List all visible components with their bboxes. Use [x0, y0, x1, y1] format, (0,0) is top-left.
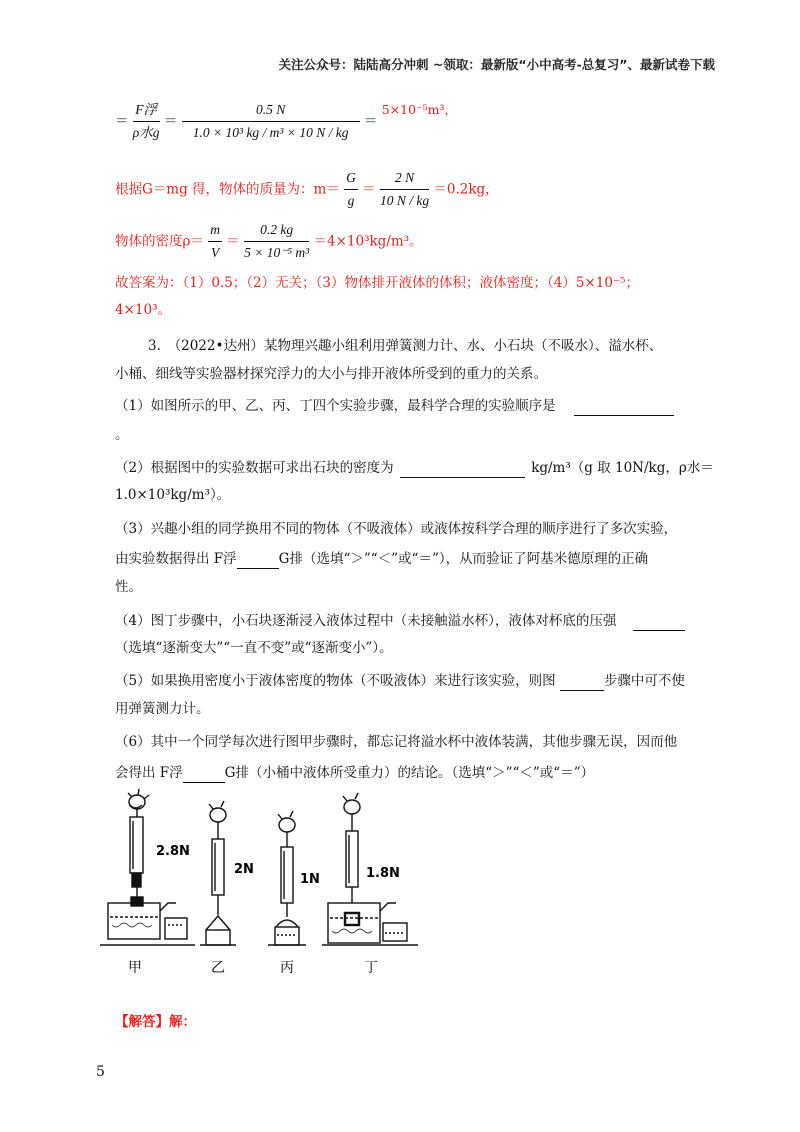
- part-6-line-2: 会得出 F浮 G排（小桶中液体所受重力）的结论。（选填“＞”“＜”或“＝”）: [115, 762, 594, 783]
- fraction-m-over-v: $\frac{m}{V}$: [210, 222, 220, 260]
- reading-bing: 1N: [300, 872, 320, 887]
- experiment-figure: [100, 785, 420, 990]
- fraction-lhs: $\frac{\text{F浮}}{\text{ρ水g}}$: [132, 102, 160, 140]
- reading-jia: 2.8N: [156, 844, 190, 859]
- blank-order[interactable]: [574, 395, 674, 416]
- part-1-end: 。: [115, 427, 129, 443]
- equation-volume: ＝ $\frac{\text{F浮}}{\text{ρ水g}}$ ＝ $\frac{0.5 N}{\text{1.0 × 10³ kg / m³ × 10 N / kg}}$ ＝ 5×10⁻⁵m³，: [115, 100, 457, 160]
- caption-jia: 甲: [128, 960, 142, 976]
- fraction-g-over-g: $\frac{G}{g}$: [346, 170, 356, 208]
- page-number: 5: [96, 1064, 105, 1080]
- blank-compare-2[interactable]: [183, 762, 225, 783]
- equation-mass: 根据G＝mg 得，物体的质量为：m＝ $\frac{G}{g}$ ＝ $\frac{2 N}{10 N / kg}$ ＝0.2kg，: [115, 168, 499, 211]
- reading-ding: 1.8N: [366, 866, 400, 881]
- answer-line-2: 4×10³。: [115, 302, 171, 318]
- volume-result: 5×10⁻⁵m³，: [381, 102, 458, 117]
- question-3-intro-2: 小桶、细线等实验器材探究浮力的大小与排开液体所受到的重力的关系。: [115, 366, 547, 382]
- setup-jia: [100, 789, 195, 945]
- solution-label: 【解答】解：: [115, 1014, 196, 1030]
- part-2-text: （2）根据图中的实验数据可求出石块的密度为 kg/m³（g 取 10N/kg，ρ水＝: [115, 457, 714, 478]
- answer-line-1: 故答案为：（1）0.5；（2）无关；（3）物体排开液体的体积；液体密度；（4）5×10⁻⁵；: [115, 275, 639, 291]
- reading-yi: 2N: [234, 862, 254, 877]
- part-1-text: （1）如图所示的甲、乙、丙、丁四个实验步骤，最科学合理的实验顺序是: [115, 395, 674, 416]
- setup-yi: [200, 801, 236, 945]
- page-header: 关注公众号：陆陆高分冲刺 ~领取：最新版“小中高考-总复习”、最新试卷下载: [278, 57, 715, 72]
- blank-compare-1[interactable]: [237, 548, 279, 569]
- part-2-end: 1.0×10³kg/m³）。: [115, 487, 231, 503]
- blank-pressure[interactable]: [633, 610, 685, 631]
- fraction-mass: $\frac{2 N}{10 N / kg}$: [379, 170, 430, 208]
- question-3-intro-1: 3. （2022•达州）某物理兴趣小组利用弹簧测力计、水、小石块（不吸水）、溢水杯、: [148, 338, 663, 354]
- caption-ding: 丁: [364, 960, 378, 976]
- part-3-line-2: 由实验数据得出 F浮 G排（选填“＞”“＜”或“＝”），从而验证了阿基米德原理的正确: [115, 548, 648, 569]
- part-5-line-2: 用弹簧测力计。: [115, 701, 210, 717]
- fraction-volume: $\frac{0.5 N}{\text{1.0 × 10³ kg / m³ × 10 N / kg}}$: [182, 100, 360, 143]
- blank-step[interactable]: [560, 670, 604, 691]
- part-6-line-1: （6）其中一个同学每次进行图甲步骤时，都忘记将溢水杯中液体装满，其他步骤无误，因而他: [115, 734, 678, 750]
- equation-density: 物体的密度ρ＝ $\frac{m}{V}$ ＝ $\frac{0.2 kg}{\text{5 × 10⁻⁵ m³}}$ ＝4×10³kg/m³。: [115, 220, 423, 263]
- part-5-line-1: （5）如果换用密度小于液体密度的物体（不吸液体）来进行该实验，则图 步骤中可不使: [115, 670, 685, 691]
- part-3-line-3: 性。: [115, 579, 142, 595]
- part-3-line-1: （3）兴趣小组的同学换用不同的物体（不吸液体）或液体按科学合理的顺序进行了多次实验，: [115, 521, 678, 537]
- caption-yi: 乙: [211, 960, 225, 976]
- part-4-line-1: （4）图丁步骤中，小石块逐渐浸入液体过程中（未接触溢水杯），液体对杯底的压强: [115, 610, 685, 631]
- blank-density[interactable]: [400, 457, 525, 478]
- caption-bing: 丙: [280, 960, 294, 976]
- fraction-density: $\frac{0.2 kg}{\text{5 × 10⁻⁵ m³}}$: [244, 222, 310, 260]
- part-4-line-2: （选填“逐渐变大”“一直不变”或“逐渐变小”）。: [115, 640, 393, 656]
